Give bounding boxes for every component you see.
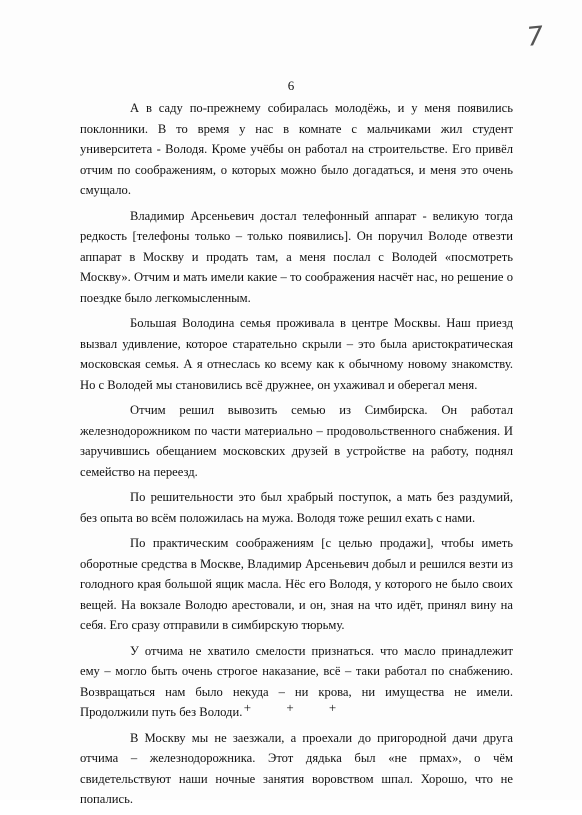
paragraph: По практическим соображениям [с целью продажи], чтобы иметь оборотные средства в Москве, Владимир Арсеньевич добыл и решился везти из голодного края большой ящик масла. Нёс его Володя, у которого не было своих вещей. На вокзале Володю арестовали, и он, зная на что идёт, принял вину на себя. Его сразу отправили в симбирскую тюрьму. <box>80 536 513 632</box>
section-separator <box>0 700 582 716</box>
separator-mark: + <box>243 700 254 715</box>
paragraph: Большая Володина семья проживала в центре Москвы. Наш приезд вызвал удивление, которое старательно скрыли – это была аристократическая московская семья. А я отнеслась ко всему как к обычному новому знакомству. Но с Володей мы становились всё дружнее, он ухаживал и оберегал меня. <box>80 316 513 392</box>
paragraph: В Москву мы не заезжали, а проехали до пригородной дачи друга отчима – железнодорожника. Этот дядька был «не прмах», о чём свидетельствуют наши ночные занятия воровством шпал. Хорошо, что не попались. <box>80 730 513 806</box>
paragraph: По решительности это был храбрый поступок, а мать без раздумий, без опыта во всём положилась на мужа. Володя тоже решил ехать с нами. <box>80 490 513 525</box>
handwritten-page-number: 7 <box>525 21 546 53</box>
paragraph: У отчима не хватило смелости признаться. что масло принадлежит ему – могло быть очень строгое наказание, всё – таки работал по снабжению. Возвращаться нам было некуда – ни крова, ни имущества не имели. Продолжили путь без Володи. <box>80 643 513 719</box>
paragraph: А в саду по-прежнему собиралась молодёжь, и у меня появились поклонники. В то время у нас в комнате с мальчиками жил студент университета - Володя. Кроме учёбы он работал на строительстве. Его привёл отчим по соображениям, о которых можно было догадаться, и меня это очень смущало. <box>80 101 513 197</box>
page-number: 6 <box>287 78 295 93</box>
paragraph: Владимир Арсеньевич достал телефонный аппарат - великую тогда редкость [телефоны только – только появились]. Он поручил Володе отвезти аппарат в Москву и продать там, а меня послал с Володей «посмотреть Москву». Отчим и мать имели какие – то соображения насчёт нас, но решение о поездке было легкомысленным. <box>80 208 513 305</box>
separator-mark: + <box>286 700 296 715</box>
paragraph: Отчим решил вывозить семью из Симбирска. Он работал железнодорожником по части материально – продовольственного снабжения. И заручившись обещанием московских друзей в устройстве на работу, поднял семейство на переезд. <box>80 403 513 479</box>
separator-mark: + <box>328 700 339 715</box>
